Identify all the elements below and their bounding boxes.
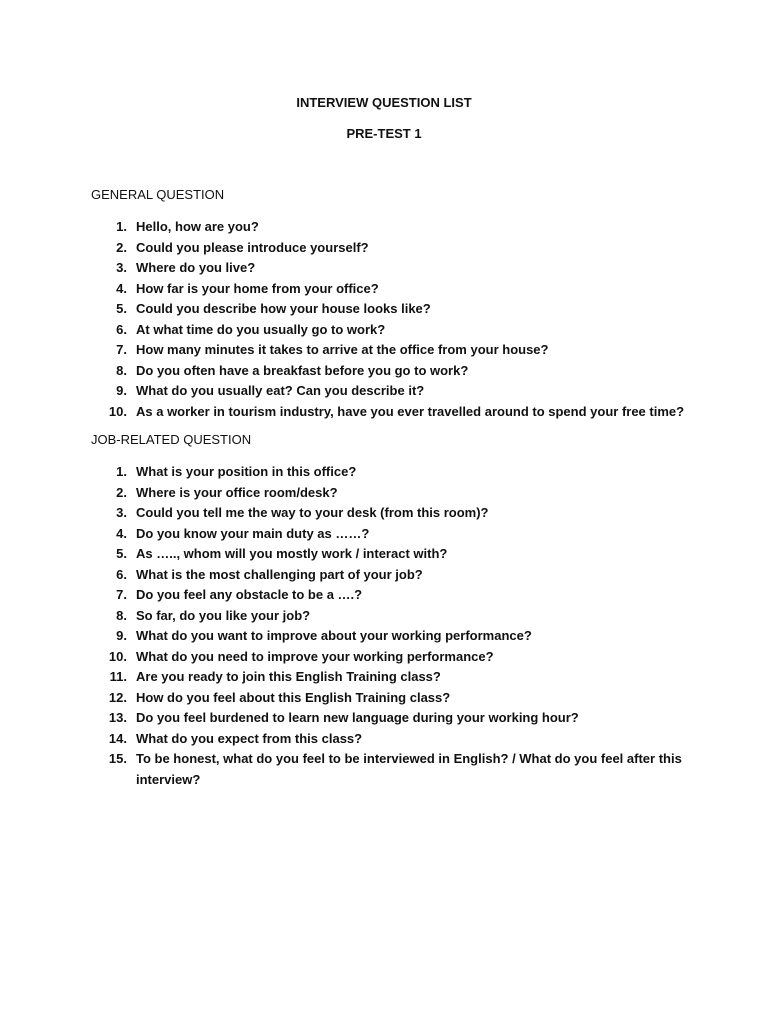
list-item-number: 5. [116,301,127,316]
list-item-number: 13. [108,710,127,725]
list-item-text: Do you feel burdened to learn new language during your working hour? [136,710,579,725]
list-item-text: Where do you live? [136,260,256,275]
list-item-number: 3. [116,505,127,520]
list-item-number: 9. [116,383,127,398]
list-item-text: What is your position in this office? [136,464,357,479]
list-item-text: As ….., whom will you mostly work / interact with? [136,546,448,561]
document-title: INTERVIEW QUESTION LIST [296,95,472,110]
list-item [91,606,691,627]
list-item [91,749,691,790]
list-item-number: 1. [116,464,127,479]
list-item-number: 15. [108,751,127,766]
list-item [91,217,691,238]
list-item [91,708,691,729]
list-item-text: Could you please introduce yourself? [136,239,369,255]
list-item-number: 8. [116,362,127,378]
list-item-text: To be honest, what do you feel to be interviewed in English? / What do you feel after this interview? [136,751,682,787]
list-item [91,340,691,361]
list-item-text: Could you describe how your house looks like? [136,301,431,316]
list-item-number: 6. [116,566,127,582]
list-item-number: 9. [116,628,127,643]
list-item-text: Hello, how are you? [136,219,259,234]
list-item-number: 14. [108,730,127,746]
list-item [91,688,691,709]
list-item [91,729,691,750]
list-item-number: 3. [116,260,127,275]
list-item [91,626,691,647]
list-item-text: Do you know your main duty as ……? [136,525,370,541]
list-item-text: As a worker in tourism industry, have you ever travelled around to spend your free time? [136,403,685,419]
list-item-text: Where is your office room/desk? [136,484,338,500]
list-item [91,320,691,341]
list-item-number: 10. [108,648,127,664]
list-item [91,565,691,586]
list-item-number: 2. [116,484,127,500]
job-related-question-list [91,462,691,790]
list-item [91,483,691,504]
list-item-text: What is the most challenging part of your job? [136,566,423,582]
list-item-text: How many minutes it takes to arrive at the office from your house? [136,342,549,357]
list-item-number: 11. [109,669,127,684]
list-item-text: What do you want to improve about your working performance? [136,628,532,643]
document-subtitle: PRE-TEST 1 [346,126,422,141]
list-item [91,503,691,524]
list-item-text: Could you tell me the way to your desk (from this room)? [136,505,489,520]
list-item [91,299,691,320]
list-item [91,238,691,259]
list-item-text: How do you feel about this English Training class? [136,689,451,705]
list-item-text: How far is your home from your office? [136,280,379,296]
list-item-number: 10. [108,403,127,419]
list-item [91,381,691,402]
list-item [91,462,691,483]
list-item-number: 7. [116,587,127,602]
list-item-text: Are you ready to join this English Training class? [136,669,441,684]
list-item [91,667,691,688]
list-item-number: 7. [116,342,127,357]
list-item-number: 4. [116,525,127,541]
list-item-text: What do you usually eat? Can you describe it? [136,383,425,398]
list-item [91,279,691,300]
list-item [91,258,691,279]
list-item-text: What do you need to improve your working performance? [136,648,494,664]
list-item-text: Do you often have a breakfast before you go to work? [136,362,469,378]
list-item-number: 2. [116,239,127,255]
list-item [91,544,691,565]
list-item-number: 12. [108,689,127,705]
list-item [91,361,691,382]
list-item [91,647,691,668]
job-related-question-heading: JOB-RELATED QUESTION [91,432,252,447]
list-item-text: Do you feel any obstacle to be a ….? [136,587,363,602]
list-item-number: 6. [116,321,127,337]
list-item-number: 4. [116,280,127,296]
general-question-list [91,217,691,422]
list-item-text: What do you expect from this class? [136,730,363,746]
list-item-text: At what time do you usually go to work? [136,321,386,337]
list-item-number: 1. [116,219,127,234]
general-question-heading: GENERAL QUESTION [91,187,225,202]
list-item-number: 5. [116,546,127,561]
list-item-number: 8. [116,607,127,623]
list-item [91,524,691,545]
list-item-text: So far, do you like your job? [136,607,311,623]
list-item [91,402,691,423]
list-item [91,585,691,606]
